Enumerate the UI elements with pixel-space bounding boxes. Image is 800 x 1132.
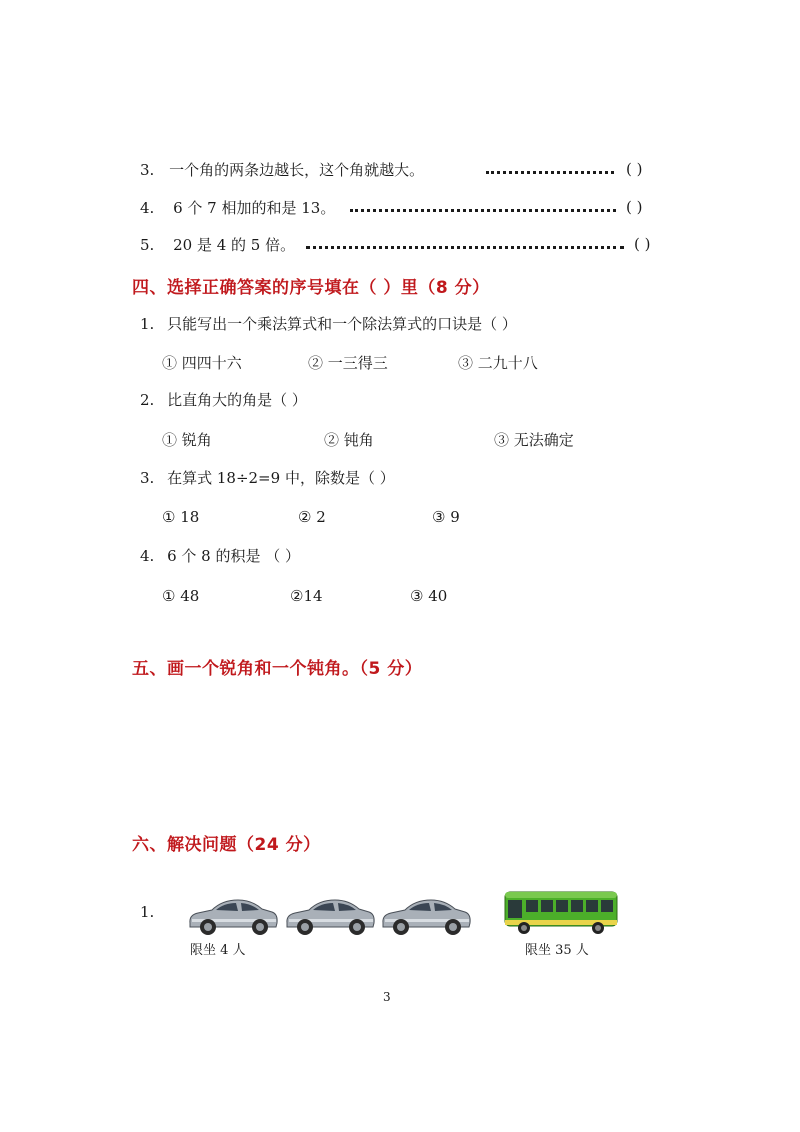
tf-item-4 [140, 198, 335, 218]
option-2[interactable]: ② 钝角 [324, 431, 374, 449]
bus-capacity-label: 限坐 35 人 [525, 943, 589, 958]
option-1[interactable]: ① 48 [162, 587, 200, 605]
option-3[interactable]: ③ 二九十八 [458, 354, 538, 372]
option-1[interactable]: ① 锐角 [162, 431, 212, 449]
item-text: 20 是 4 的 5 倍。 [173, 236, 296, 254]
question-text: 比直角大的角是（ ） [167, 391, 307, 409]
mc-question-1 [140, 314, 517, 334]
section-heading-6: 六、解决问题（24 分） [132, 835, 321, 855]
dot-leader [486, 171, 614, 174]
section-heading-5: 五、画一个锐角和一个钝角。（5 分） [132, 659, 423, 679]
item-text: 一个角的两条边越长，这个角就越大。 [169, 161, 425, 179]
option-2[interactable]: ② 一三得三 [308, 354, 388, 372]
car-icon [379, 893, 473, 937]
mc-question-2 [140, 390, 307, 410]
option-2[interactable]: ②14 [290, 587, 323, 605]
mc-question-4 [140, 546, 300, 566]
question-text: 6 个 8 的积是 （ ） [167, 547, 301, 565]
problem-number: 1. [140, 903, 155, 921]
car-capacity-label: 限坐 4 人 [190, 943, 246, 958]
option-1[interactable]: ① 四四十六 [162, 354, 242, 372]
question-number: 1. [140, 315, 155, 333]
car-icon [186, 893, 280, 937]
answer-parens[interactable]: ( ) [634, 235, 651, 253]
option-2[interactable]: ② 2 [298, 508, 326, 526]
option-3[interactable]: ③ 无法确定 [494, 431, 574, 449]
car-icon [283, 893, 377, 937]
option-3[interactable]: ③ 9 [432, 508, 460, 526]
bus-icon [502, 888, 620, 936]
item-text: 6 个 7 相加的和是 13。 [173, 199, 336, 217]
answer-parens[interactable]: ( ) [626, 160, 643, 178]
option-1[interactable]: ① 18 [162, 508, 200, 526]
option-3[interactable]: ③ 40 [410, 587, 448, 605]
dot-leader [306, 246, 624, 249]
section-heading-4: 四、选择正确答案的序号填在（ ）里（8 分） [132, 278, 490, 298]
item-number: 5. [140, 236, 155, 254]
question-number: 4. [140, 547, 155, 565]
page-number: 3 [383, 990, 391, 1004]
tf-item-5 [140, 235, 295, 255]
question-number: 2. [140, 391, 155, 409]
item-number: 3. [140, 161, 155, 179]
dot-leader [350, 209, 616, 212]
item-number: 4. [140, 199, 155, 217]
answer-parens[interactable]: ( ) [626, 198, 643, 216]
question-text: 在算式 18÷2=9 中，除数是（ ） [167, 469, 395, 487]
question-number: 3. [140, 469, 155, 487]
tf-item-3 [140, 160, 424, 180]
mc-question-3 [140, 468, 395, 488]
question-text: 只能写出一个乘法算式和一个除法算式的口诀是（ ） [167, 315, 517, 333]
